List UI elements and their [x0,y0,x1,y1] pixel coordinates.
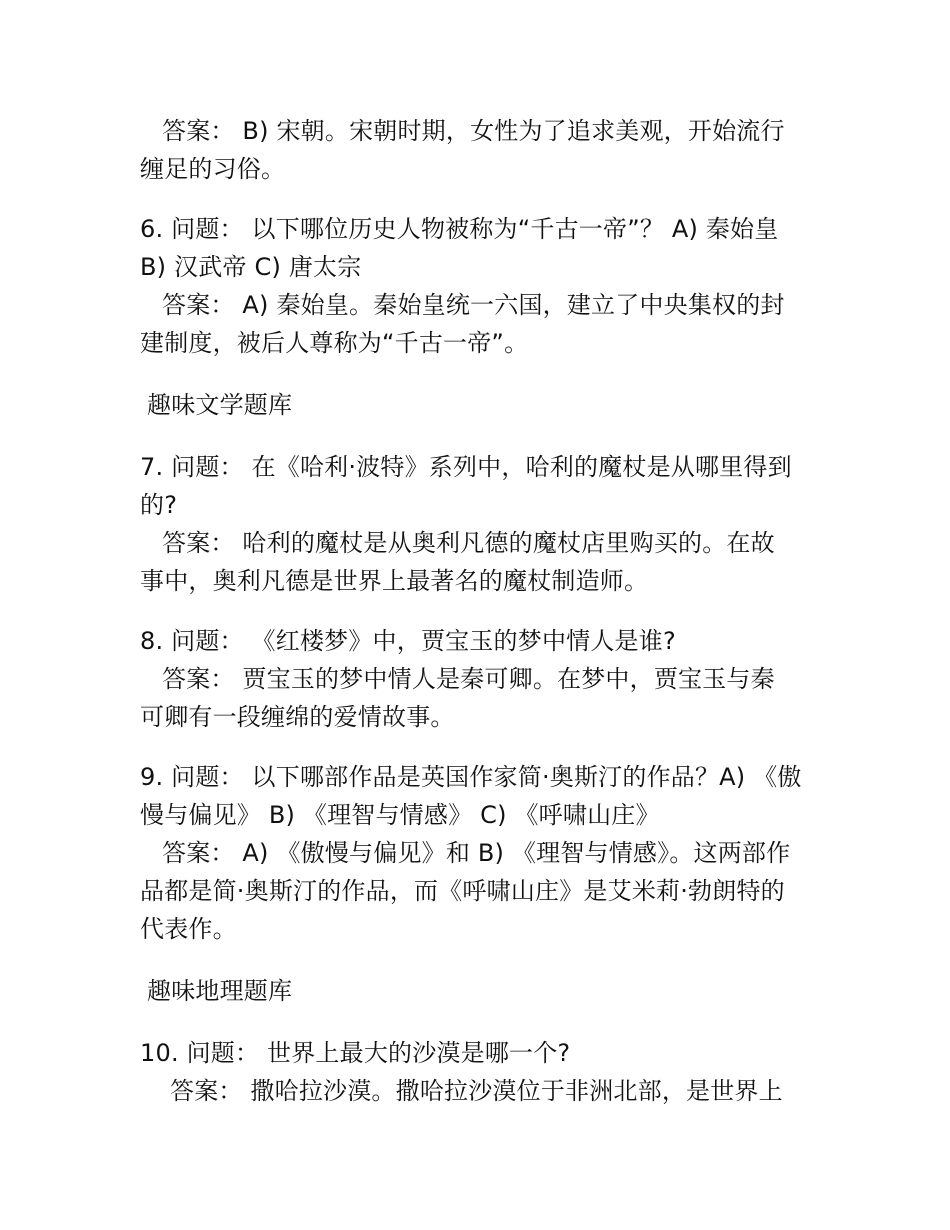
q5-answer-line1: 答案： B) 宋朝。宋朝时期，女性为了追求美观，开始流行 [162,117,785,145]
q9-answer-line1: 答案： A) 《傲慢与偏见》和 B) 《理智与情感》。这两部作 [162,839,791,867]
q10-answer-line1: 答案： 撒哈拉沙漠。撒哈拉沙漠位于非洲北部，是世界上 [170,1077,783,1105]
q6-answer-line2: 建制度，被后人尊称为“千古一帝”。 [140,329,529,357]
section-heading-geography: 趣味地理题库 [147,977,293,1005]
q7-question-line1: 7. 问题： 在《哈利·波特》系列中，哈利的魔杖是从哪里得到 [140,453,792,481]
q6-question-line1: 6. 问题： 以下哪位历史人物被称为“千古一帝”？ A) 秦始皇 [140,215,779,243]
document-page [140,112,812,1110]
q6-answer-line1: 答案： A) 秦始皇。秦始皇统一六国，建立了中央集权的封 [162,291,785,319]
q6-question-line2: B) 汉武帝 C) 唐太宗 [140,253,362,281]
q7-answer-line2: 事中，奥利凡德是世界上最著名的魔杖制造师。 [140,567,649,595]
q9-question-line2: 慢与偏见》 B) 《理智与情感》 C) 《呼啸山庄》 [140,801,660,829]
q10-question-line1: 10. 问题： 世界上最大的沙漠是哪一个? [140,1039,571,1067]
q9-answer-line2: 品都是简·奥斯汀的作品，而《呼啸山庄》是艾米莉·勃朗特的 [140,877,785,905]
q8-question-line1: 8. 问题： 《红楼梦》中，贾宝玉的梦中情人是谁? [140,627,676,655]
q7-answer-line1: 答案： 哈利的魔杖是从奥利凡德的魔杖店里购买的。在故 [162,529,775,557]
q7-question-line2: 的? [140,491,178,519]
q5-answer-line2: 缠足的习俗。 [140,155,286,183]
q9-answer-line3: 代表作。 [140,915,237,943]
q8-answer-line1: 答案： 贾宝玉的梦中情人是秦可卿。在梦中，贾宝玉与秦 [162,665,775,693]
q8-answer-line2: 可卿有一段缠绵的爱情故事。 [140,703,455,731]
q9-question-line1: 9. 问题： 以下哪部作品是英国作家简·奥斯汀的作品？A) 《傲 [140,763,802,791]
section-heading-literature: 趣味文学题库 [147,391,293,419]
